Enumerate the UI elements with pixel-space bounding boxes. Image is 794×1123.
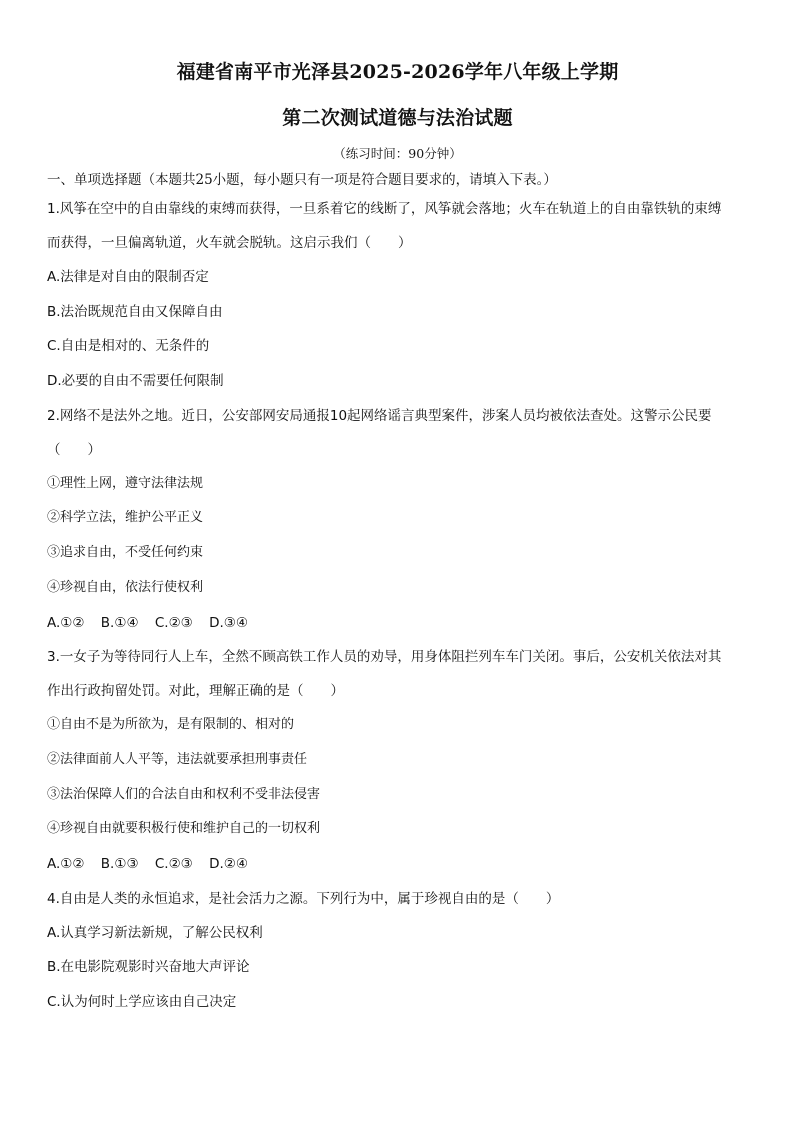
exam-duration: （练习时间：90分钟） bbox=[333, 146, 462, 161]
section-heading: 一、单项选择题（本题共25小题，每小题只有一项是符合题目要求的，请填入下表。） bbox=[47, 172, 557, 188]
question-3-stem-line2: 作出行政拘留处罚。对此，理解正确的是（ ） bbox=[47, 683, 344, 700]
question-1-stem-line1: 1.风筝在空中的自由靠线的束缚而获得，一旦系着它的线断了，风筝就会落地；火车在轨道上的自由靠铁轨的束缚 bbox=[47, 201, 722, 217]
question-2-statement-3: ③追求自由，不受任何约束 bbox=[47, 545, 204, 561]
question-3-combo-b: B.①③ bbox=[100, 855, 139, 872]
question-3-statement-1: ①自由不是为所欲为，是有限制的、相对的 bbox=[47, 717, 295, 733]
doc-title-line2: 第二次测试道德与法治试题 bbox=[282, 107, 513, 129]
question-2-statement-1: ①理性上网，遵守法律法规 bbox=[47, 475, 204, 491]
question-3-stem-line1: 3.一女子为等待同行人上车，全然不顾高铁工作人员的劝导，用身体阻拦列车车门关闭。事后，公安机关依法对其 bbox=[47, 649, 722, 666]
question-1-option-b: B.法治既规范自由又保障自由 bbox=[47, 303, 223, 320]
question-3-combos bbox=[47, 847, 748, 882]
question-1-option-a: A.法律是对自由的限制否定 bbox=[47, 269, 209, 285]
question-2-combo-d: D.③④ bbox=[209, 614, 248, 631]
question-2-statement-2: ②科学立法，维护公平正义 bbox=[47, 510, 204, 526]
question-4-option-b: B.在电影院观影时兴奋地大声评论 bbox=[47, 959, 250, 976]
question-2 bbox=[47, 399, 748, 640]
question-3-combo-c: C.②③ bbox=[154, 855, 193, 872]
question-3-statement-4: ④珍视自由就要积极行使和维护自己的一切权利 bbox=[47, 821, 321, 837]
question-2-combos bbox=[47, 606, 748, 641]
question-3-combo-a: A.①② bbox=[47, 855, 85, 872]
question-2-combo-c: C.②③ bbox=[154, 614, 193, 631]
doc-title-line1: 福建省南平市光泽县2025-2026学年八年级上学期 bbox=[176, 61, 619, 83]
question-2-statement-4: ④珍视自由，依法行使权利 bbox=[47, 579, 204, 595]
question-3 bbox=[47, 640, 748, 881]
question-1-stem-line2: 而获得，一旦偏离轨道，火车就会脱轨。这启示我们（ ） bbox=[47, 235, 412, 251]
question-3-statement-3: ③法治保障人们的合法自由和权利不受非法侵害 bbox=[47, 786, 321, 802]
question-1-option-c: C.自由是相对的、无条件的 bbox=[47, 338, 210, 355]
question-2-stem-line2: （ ） bbox=[47, 441, 101, 458]
question-1 bbox=[47, 192, 748, 399]
question-4 bbox=[47, 882, 748, 1020]
question-4-stem-line1: 4.自由是人类的永恒追求，是社会活力之源。下列行为中，属于珍视自由的是（ ） bbox=[47, 890, 560, 907]
question-4-option-a: A.认真学习新法新规，了解公民权利 bbox=[47, 924, 263, 941]
question-2-combo-a: A.①② bbox=[47, 614, 85, 631]
question-3-combo-d: D.②④ bbox=[209, 855, 248, 872]
question-3-statement-2: ②法律面前人人平等，违法就要承担刑事责任 bbox=[47, 751, 308, 767]
question-4-option-c: C.认为何时上学应该由自己决定 bbox=[47, 994, 237, 1010]
question-2-combo-b: B.①④ bbox=[100, 614, 139, 631]
question-2-stem-line1: 2.网络不是法外之地。近日，公安部网安局通报10起网络谣言典型案件，涉案人员均被依法查处。这警示公民要 bbox=[47, 407, 712, 424]
question-1-option-d: D.必要的自由不需要任何限制 bbox=[47, 373, 224, 390]
